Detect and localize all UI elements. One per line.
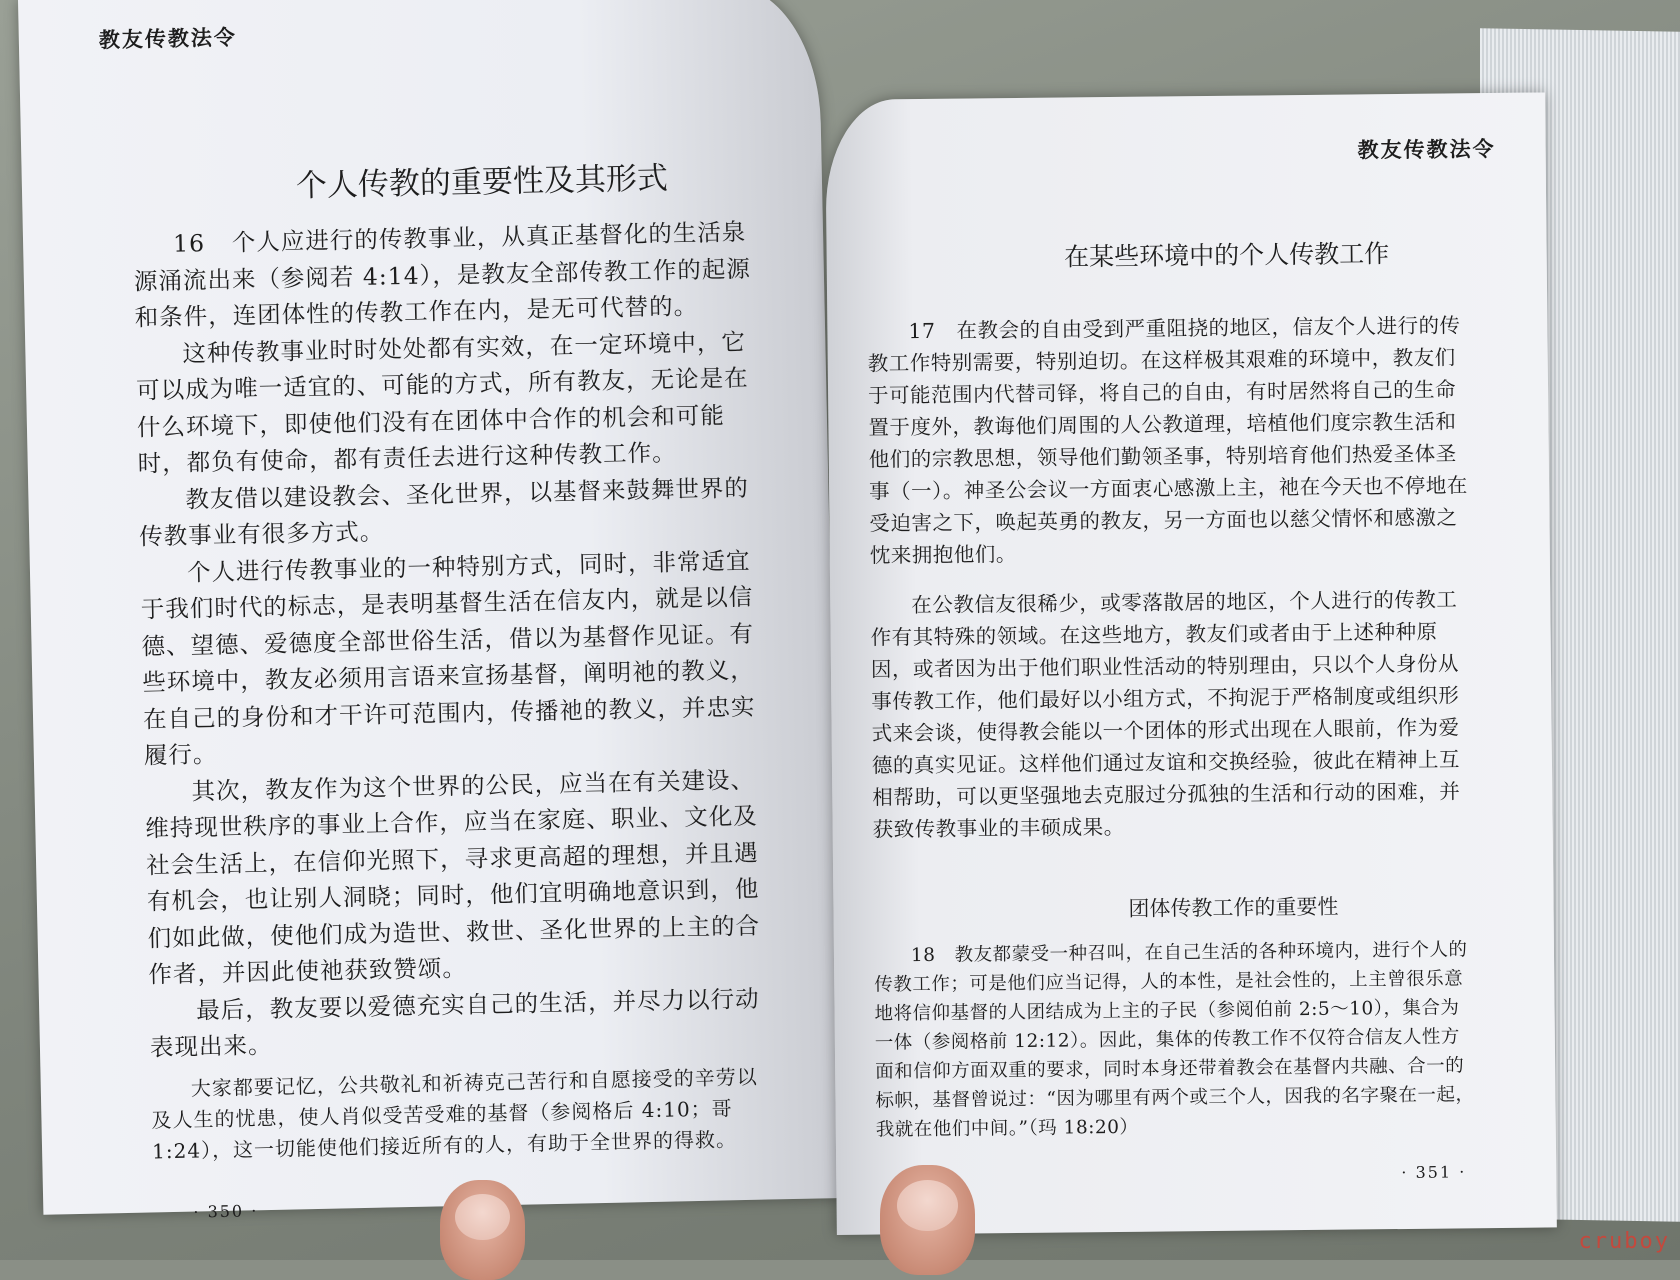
section-number-17: 17 [908,318,936,344]
left-page [18,0,843,1222]
right-body-text [867,309,1473,845]
paragraph: 教友借以建设教会、圣化世界，以基督来鼓舞世界的传教事业有很多方式。 [138,473,750,551]
section-number-16: 16 [172,229,206,258]
right-page-number: · 351 · [1401,1162,1467,1183]
paragraph-16-lead [133,214,755,336]
right-page [825,92,1557,1234]
paragraph-text: 教友都蒙受一种召叫，在自己生活的各种环境内，进行个人的传教工作；可是他们应当记得，人的本性，是社会性的，上主曾很乐意地将信仰基督的人团结成为上主的子民（参阅伯前 2:5～10），集合为一体（参阅格前 12:12）。因此，集体的传教工作不仅符合信友人性方面和信仰方面双重的要求，同时本身还带着教会在基督内共融、合一的标帜，基督曾说过：“因为哪里有两个或三个人，因我的名字聚在一起，我就在他们中间。”（玛 18:20） [874,939,1475,1141]
right-thumb [880,1165,975,1275]
left-running-head: 教友传教法令 [98,24,238,53]
watermark: cruboy [1578,1229,1670,1254]
left-page-number: · 350 · [193,1200,259,1222]
left-thumb [440,1180,525,1280]
paragraph-17 [867,309,1470,571]
right-running-head: 教友传教法令 [1357,135,1496,163]
right-section-title: 在某些环境中的个人传教工作 [1063,239,1390,272]
paragraph: 其次，教友作为这个世界的公民，应当在有关建设、维持现世秩序的事业上合作，应当在家庭、职业、文化及社会生活上，在信仰光照下，寻求更高超的理想，并且遇有机会，也让别人洞晓；同时，他们宜明确地意识到，他们如此做，使他们成为造世、救世、圣化世界的上主的合作者，并因此使祂获致赞颂。 [145,765,761,989]
left-section-title: 个人传教的重要性及其形式 [295,160,669,205]
paragraph: 在公教信友很稀少，或零落散居的地区，个人进行的传教工作有其特殊的领域。在这些地方，教友们或者由于上述种种原因，或者因为出于他们职业性活动的特别理由，只以个人身份从事传教工作，他们最好以小组方式，不拘泥于严格制度或组织形式来会谈，使得教会能以一个团体的形式出现在人眼前，作为爱德的真实见证。这样他们通过友谊和交换经验，彼此在精神上互相帮助，可以更坚强地去克服过分孤独的生活和行动的困难，并获致传教事业的丰硕成果。 [870,587,1461,842]
paragraph: 这种传教事业时时处处都有实效，在一定环境中，它可以成为唯一适宜的、可能的方式，所有教友，无论是在什么环境下，即使他们没有在团体中合作的机会和可能时，都负有使命，都有责任去进行这种传教工作。 [135,327,749,478]
section-number-18: 18 [910,944,936,967]
paragraph-18 [874,935,1476,1144]
paragraph-text: 在教会的自由受到严重阻挠的地区，信友个人进行的传教工作特别需要，特别迫切。在这样极其艰难的环境中，教友们于可能范围内代替司铎，将自己的自由，有时居然将自己的生命置于度外，教诲他们周围的人公教道理，培植他们度宗教生活和他们的宗教思想，领导他们勤领圣事，特别培育他们热爱圣体圣事（一）。神圣公会议一方面衷心感激上主，祂在今天也不停地在受迫害之下，唤起英勇的教友，另一方面也以慈父情怀和感激之忱来拥抱他们。 [867,313,1468,568]
right-subtitle: 团体传教工作的重要性 [1128,894,1339,921]
paragraph: 最后，教友要以爱德充实自己的生活，并尽力以行动表现出来。 [149,984,760,1062]
thumbnail [455,1194,509,1240]
paragraph-text: 个人应进行的传教事业，从真正基督化的生活泉源涌流出来（参阅若 4:14），是教友全部传教工作的起源和条件，连团体性的传教工作在内，是无可代替的。 [133,217,752,332]
left-body-text [133,214,773,1167]
right-body-text-18 [874,935,1476,1144]
paragraph: 大家都要记忆，公共敬礼和祈祷克己苦行和自愿接受的辛劳以及人生的忧患，使人肖似受苦受难的基督（参阅格后 4:10；哥 1:24），这一切能使他们接近所有的人，有助于全世界的得救。 [151,1064,758,1163]
paragraph: 个人进行传教事业的一种特别方式，同时，非常适宜于我们时代的标志，是表明基督生活在信友内，就是以信德、望德、爱德度全部世俗生活，借以为基督作见证。有些环境中，教友必须用言语来宣扬基督，阐明祂的教义，在自己的身份和才干许可范围内，传播祂的教义，并忠实履行。 [140,546,756,770]
thumbnail [897,1180,958,1231]
